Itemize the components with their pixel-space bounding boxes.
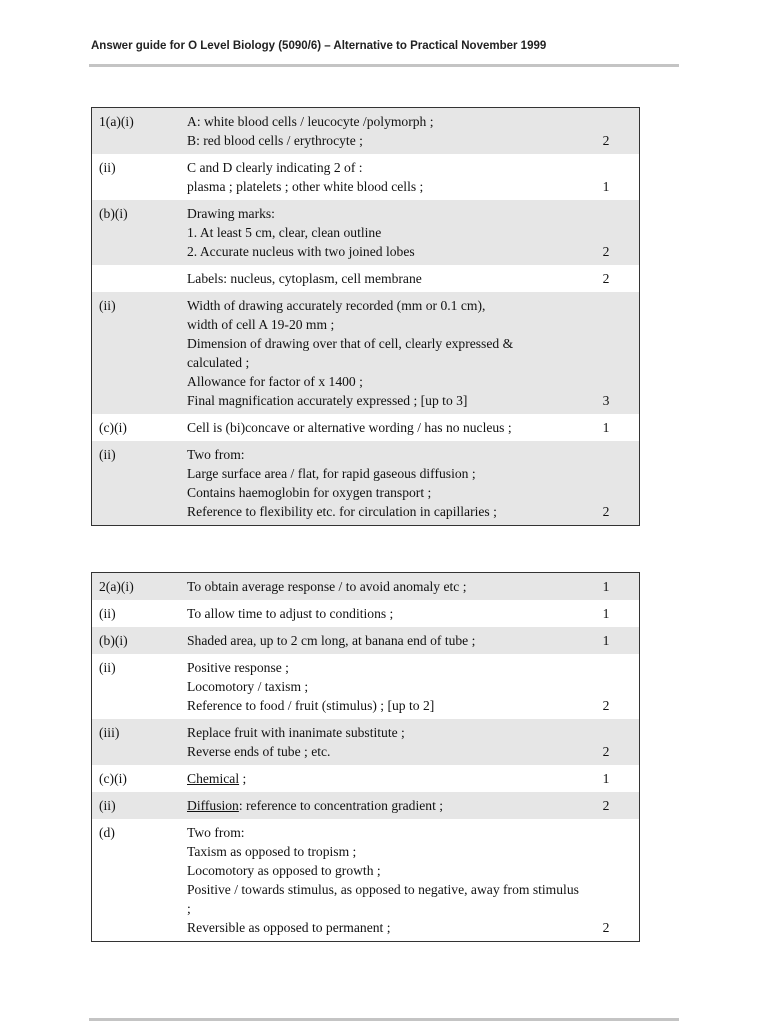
answer-line: To obtain average response / to avoid anomaly etc ; bbox=[187, 579, 467, 594]
mark-value: 2 bbox=[583, 108, 640, 155]
mark-value: 1 bbox=[602, 771, 610, 786]
answer-cell bbox=[187, 819, 583, 942]
answer-line: Dimension of drawing over that of cell, clearly expressed & bbox=[187, 336, 514, 351]
answer-line: Shaded area, up to 2 cm long, at banana end of tube ; bbox=[187, 633, 476, 648]
answer-line: Positive response ; bbox=[187, 660, 289, 675]
table-row bbox=[92, 414, 640, 441]
answer-line: A: white blood cells / leucocyte /polymorph ; bbox=[187, 114, 434, 129]
table-row bbox=[92, 600, 640, 627]
question-number: 2(a)(i) bbox=[92, 573, 188, 601]
answer-cell bbox=[187, 600, 583, 627]
answer-line: Two from: bbox=[187, 825, 245, 840]
answer-line: Labels: nucleus, cytoplasm, cell membrane bbox=[187, 271, 422, 286]
question-number: (ii) bbox=[99, 160, 116, 175]
table-row bbox=[92, 819, 640, 942]
answer-line: Width of drawing accurately recorded (mm or 0.1 cm), bbox=[187, 298, 486, 313]
answer-line: Contains haemoglobin for oxygen transport ; bbox=[187, 485, 432, 500]
answer-line: Large surface area / flat, for rapid gaseous diffusion ; bbox=[187, 466, 476, 481]
mark-value: 2 bbox=[602, 920, 610, 935]
answer-cell bbox=[187, 719, 583, 765]
question-number: (iii) bbox=[92, 719, 188, 765]
answer-line: Reversible as opposed to permanent ; bbox=[187, 920, 391, 935]
mark-value: 2 bbox=[583, 200, 640, 265]
mark-value: 2 bbox=[583, 719, 640, 765]
answer-line: width of cell A 19-20 mm ; bbox=[187, 317, 335, 332]
answer-cell bbox=[187, 414, 583, 441]
table-row bbox=[92, 719, 640, 765]
answer-cell bbox=[187, 627, 583, 654]
question-number: (d) bbox=[99, 825, 115, 840]
mark-value: 1 bbox=[602, 606, 610, 621]
answer-line: Two from: bbox=[187, 447, 245, 462]
answer-line: To allow time to adjust to conditions ; bbox=[187, 606, 394, 621]
answer-text: ; bbox=[239, 771, 247, 786]
answer-line: C and D clearly indicating 2 of : bbox=[187, 160, 363, 175]
question-number: (b)(i) bbox=[92, 627, 188, 654]
answer-line bbox=[187, 796, 579, 815]
mark-value: 1 bbox=[602, 179, 610, 194]
answer-cell bbox=[187, 441, 583, 526]
mark-value: 3 bbox=[583, 292, 640, 414]
table-row bbox=[92, 792, 640, 819]
question-number: (ii) bbox=[99, 606, 116, 621]
answer-line: Locomotory as opposed to growth ; bbox=[187, 863, 381, 878]
mark-value: 2 bbox=[583, 792, 640, 819]
answer-line bbox=[187, 769, 579, 788]
answer-line: Reference to flexibility etc. for circulation in capillaries ; bbox=[187, 504, 497, 519]
answer-cell bbox=[187, 108, 583, 155]
mark-value: 2 bbox=[583, 441, 640, 526]
answer-line: calculated ; bbox=[187, 355, 250, 370]
answer-line: plasma ; platelets ; other white blood cells ; bbox=[187, 179, 424, 194]
answer-line: 1. At least 5 cm, clear, clean outline bbox=[187, 225, 382, 240]
answer-cell bbox=[187, 792, 583, 819]
answer-line: Reverse ends of tube ; etc. bbox=[187, 744, 331, 759]
answer-line: B: red blood cells / erythrocyte ; bbox=[187, 133, 363, 148]
answer-line: Replace fruit with inanimate substitute ; bbox=[187, 725, 405, 740]
answer-line: Allowance for factor of x 1400 ; bbox=[187, 374, 363, 389]
table-row bbox=[92, 654, 640, 719]
answer-cell bbox=[187, 654, 583, 719]
table-row bbox=[92, 292, 640, 414]
table-row bbox=[92, 441, 640, 526]
answer-cell bbox=[187, 292, 583, 414]
answer-line: Drawing marks: bbox=[187, 206, 275, 221]
underlined-term: Diffusion bbox=[187, 798, 239, 813]
answer-line: 2. Accurate nucleus with two joined lobes bbox=[187, 244, 415, 259]
answer-text: : reference to concentration gradient ; bbox=[238, 798, 444, 813]
footer-rule bbox=[89, 1018, 679, 1021]
mark-value: 1 bbox=[602, 420, 610, 435]
table-row bbox=[92, 573, 640, 601]
question-number: (c)(i) bbox=[99, 771, 127, 786]
question-number: (c)(i) bbox=[99, 420, 127, 435]
mark-value: 1 bbox=[583, 627, 640, 654]
question-2-mark-table bbox=[91, 572, 640, 942]
mark-value: 2 bbox=[602, 698, 610, 713]
question-number: (ii) bbox=[99, 660, 116, 675]
table-row bbox=[92, 765, 640, 792]
table-row bbox=[92, 108, 640, 155]
question-1-mark-table bbox=[91, 107, 640, 526]
question-number: (b)(i) bbox=[92, 200, 188, 265]
answer-line: Locomotory / taxism ; bbox=[187, 679, 309, 694]
answer-cell bbox=[187, 765, 583, 792]
page-header-title: Answer guide for O Level Biology (5090/6) – Alternative to Practical November 1999 bbox=[91, 40, 547, 52]
answer-line: Cell is (bi)concave or alternative wording / has no nucleus ; bbox=[187, 420, 512, 435]
answer-cell bbox=[187, 573, 583, 601]
answer-line: Taxism as opposed to tropism ; bbox=[187, 844, 357, 859]
table-row bbox=[92, 200, 640, 265]
header-rule bbox=[89, 64, 679, 67]
table-row bbox=[92, 154, 640, 200]
answer-line: Reference to food / fruit (stimulus) ; [up to 2] bbox=[187, 698, 435, 713]
answer-cell bbox=[187, 154, 583, 200]
question-number: (ii) bbox=[92, 292, 188, 414]
question-number: 1(a)(i) bbox=[92, 108, 188, 155]
answer-line: Final magnification accurately expressed ; [up to 3] bbox=[187, 393, 468, 408]
mark-value: 2 bbox=[602, 271, 610, 286]
answer-cell bbox=[187, 200, 583, 265]
table-row bbox=[92, 265, 640, 292]
question-number: (ii) bbox=[92, 792, 188, 819]
answer-cell bbox=[187, 265, 583, 292]
underlined-term: Chemical bbox=[187, 771, 240, 786]
answer-line: Positive / towards stimulus, as opposed to negative, away from stimulus ; bbox=[187, 882, 579, 916]
question-number bbox=[92, 265, 188, 292]
table-row bbox=[92, 627, 640, 654]
question-number: (ii) bbox=[92, 441, 188, 526]
mark-value: 1 bbox=[583, 573, 640, 601]
